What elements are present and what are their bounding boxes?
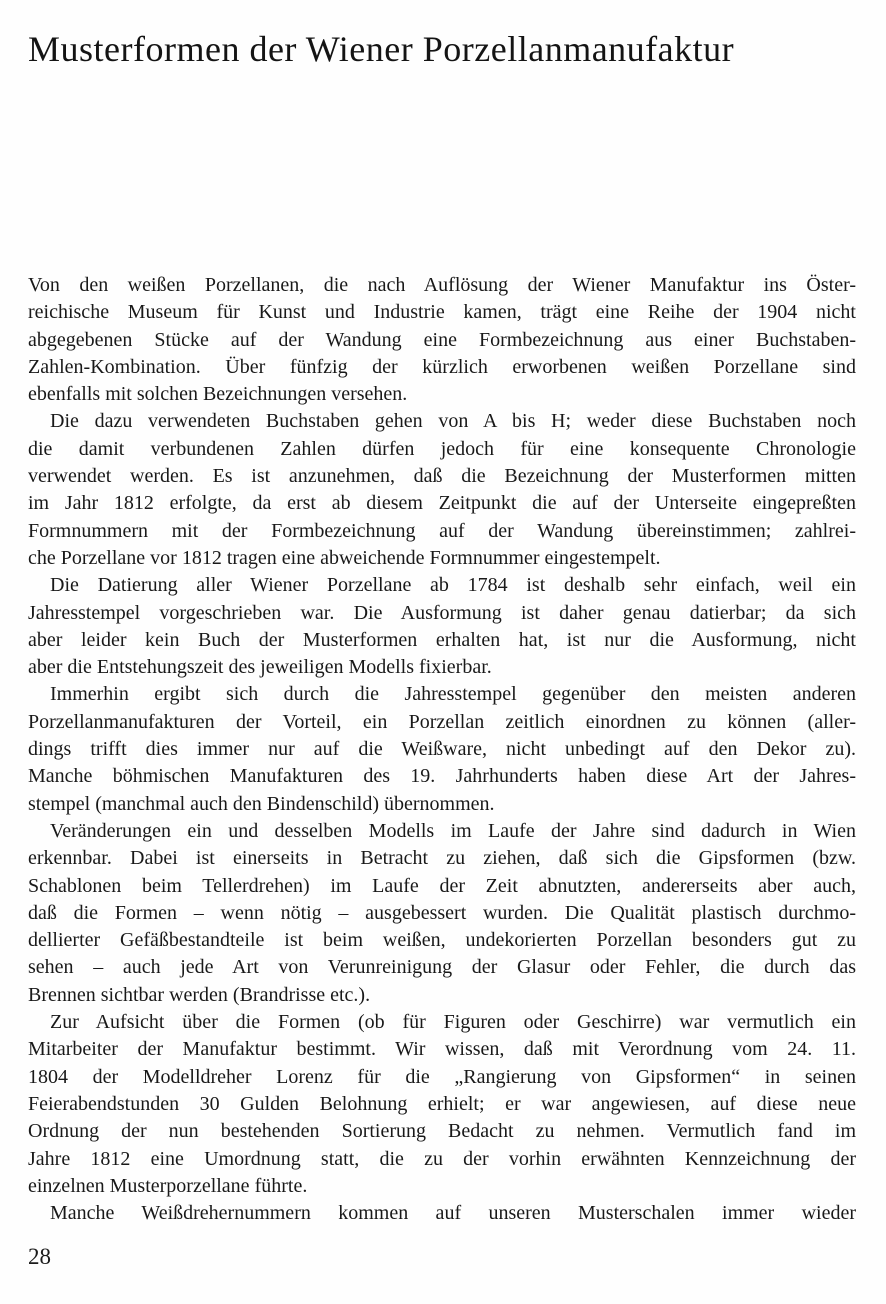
text-line: Schablonen beim Tellerdrehen) im Laufe der Zeit abnutzten, andererseits aber auch, bbox=[28, 874, 856, 897]
text-line: dings trifft dies immer nur auf die Weißware, nicht unbedingt auf den Dekor zu). bbox=[28, 738, 856, 761]
text-line: Jahresstempel vorgeschrieben war. Die Ausformung ist daher genau datierbar; da sich bbox=[28, 601, 856, 624]
body-text bbox=[28, 272, 856, 1227]
text-line: Porzellanmanufakturen der Vorteil, ein Porzellan zeitlich einordnen zu können (aller- bbox=[28, 710, 856, 733]
text-line: erkennbar. Dabei ist einerseits in Betracht zu ziehen, daß sich die Gipsformen (bzw. bbox=[28, 847, 856, 870]
text-line: reichische Museum für Kunst und Industrie kamen, trägt eine Reihe der 1904 nicht bbox=[28, 301, 856, 324]
text-line: verwendet werden. Es ist anzunehmen, daß die Bezeichnung der Musterformen mitten bbox=[28, 465, 856, 488]
text-line: daß die Formen – wenn nötig – ausgebessert wurden. Die Qualität plastisch durchmo- bbox=[28, 901, 856, 924]
text-line: im Jahr 1812 erfolgte, da erst ab diesem Zeitpunkt die auf der Unterseite eingepreßten bbox=[28, 492, 856, 515]
text-line: Jahre 1812 eine Umordnung statt, die zu der vorhin erwähnten Kennzeichnung der bbox=[28, 1147, 856, 1170]
text-line: Die Datierung aller Wiener Porzellane ab 1784 ist deshalb sehr einfach, weil ein bbox=[50, 574, 856, 597]
text-line: 1804 der Modelldreher Lorenz für die „Rangierung von Gipsformen“ in seinen bbox=[28, 1065, 856, 1088]
text-line: abgegebenen Stücke auf der Wandung eine Formbezeichnung aus einer Buchstaben- bbox=[28, 328, 856, 351]
text-line: Brennen sichtbar werden (Brandrisse etc.). bbox=[28, 983, 371, 1006]
text-line: Manche Weißdrehernummern kommen auf unseren Musterschalen immer wieder bbox=[50, 1202, 856, 1225]
text-line: Immerhin ergibt sich durch die Jahresstempel gegenüber den meisten anderen bbox=[50, 683, 856, 706]
text-line: einzelnen Musterporzellane führte. bbox=[28, 1174, 308, 1197]
text-line: die damit verbundenen Zahlen dürfen jedoch für eine konsequente Chronologie bbox=[28, 437, 856, 460]
text-line: Feierabendstunden 30 Gulden Belohnung erhielt; er war angewiesen, auf diese neue bbox=[28, 1092, 856, 1115]
text-line: ebenfalls mit solchen Bezeichnungen versehen. bbox=[28, 383, 408, 406]
text-line: che Porzellane vor 1812 tragen eine abweichende Formnummer eingestempelt. bbox=[28, 546, 661, 569]
text-line: aber die Entstehungszeit des jeweiligen Modells fixierbar. bbox=[28, 656, 492, 679]
text-line: Zur Aufsicht über die Formen (ob für Figuren oder Geschirre) war vermutlich ein bbox=[50, 1011, 856, 1034]
text-line: Ordnung der nun bestehenden Sortierung Bedacht zu nehmen. Vermutlich fand im bbox=[28, 1120, 856, 1143]
text-line: Manche böhmischen Manufakturen des 19. Jahrhunderts haben diese Art der Jahres- bbox=[28, 765, 856, 788]
text-line: Formnummern mit der Formbezeichnung auf der Wandung übereinstimmen; zahlrei- bbox=[28, 519, 856, 542]
text-line: aber leider kein Buch der Musterformen erhalten hat, ist nur die Ausformung, nicht bbox=[28, 628, 856, 651]
text-line: Von den weißen Porzellanen, die nach Auflösung der Wiener Manufaktur ins Öster- bbox=[28, 274, 856, 296]
text-line: Zahlen-Kombination. Über fünfzig der kürzlich erworbenen weißen Porzellane sind bbox=[28, 355, 856, 378]
text-line: Mitarbeiter der Manufaktur bestimmt. Wir wissen, daß mit Verordnung vom 24. 11. bbox=[28, 1038, 856, 1061]
text-line: stempel (manchmal auch den Bindenschild) übernommen. bbox=[28, 792, 495, 815]
page-number: 28 bbox=[28, 1244, 51, 1269]
text-line: sehen – auch jede Art von Verunreinigung der Glasur oder Fehler, die durch das bbox=[28, 956, 856, 979]
text-line: Veränderungen ein und desselben Modells im Laufe der Jahre sind dadurch in Wien bbox=[50, 819, 856, 842]
page-title: Musterformen der Wiener Porzellanmanufaktur bbox=[28, 29, 735, 69]
text-line: dellierter Gefäßbestandteile ist beim weißen, undekorierten Porzellan besonders gut zu bbox=[28, 929, 856, 952]
text-line: Die dazu verwendeten Buchstaben gehen von A bis H; weder diese Buchstaben noch bbox=[50, 410, 856, 433]
